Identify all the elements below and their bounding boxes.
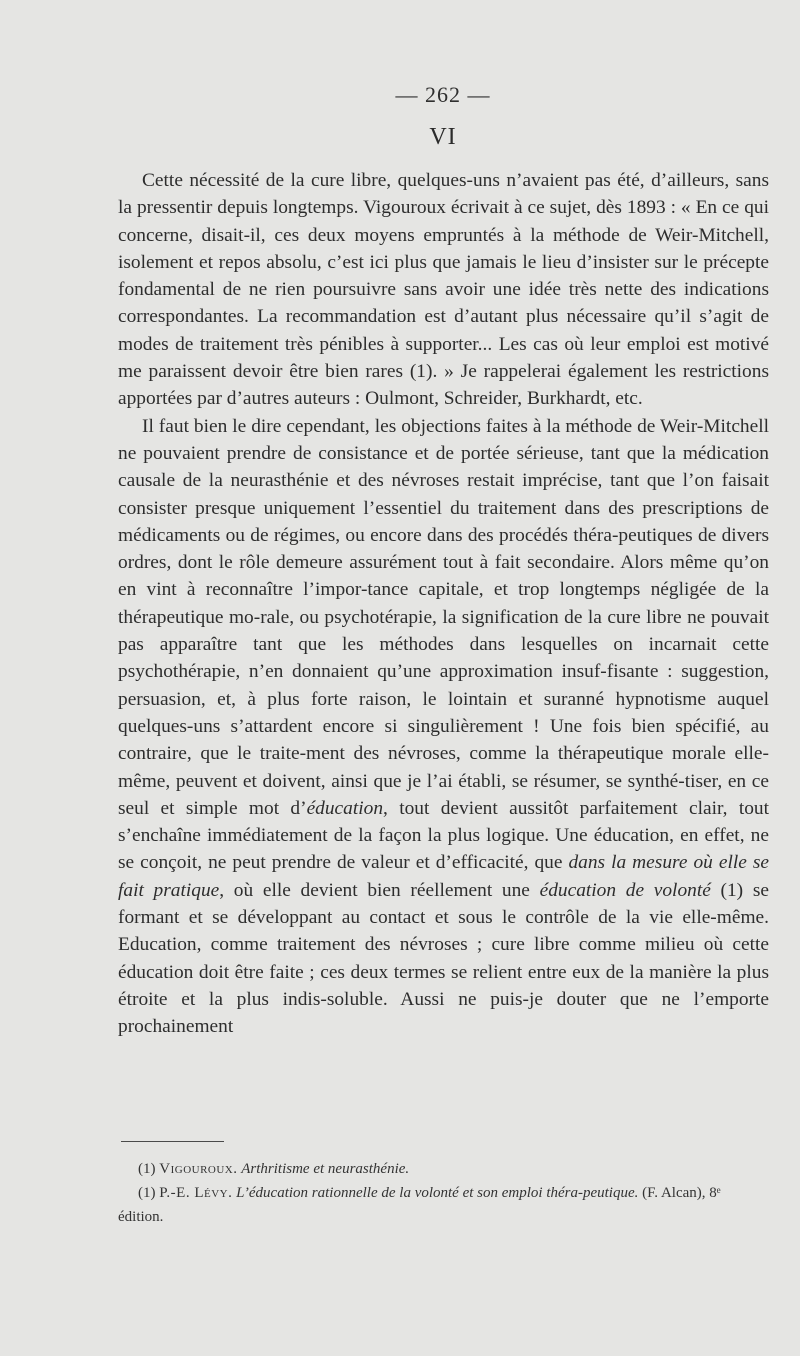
footnote-1 [118, 1157, 769, 1181]
paragraph-2-text-2: , tout devient aussitôt parfaitement clair, tout s’enchaîne immédiatement de la façon la plus logique. Une éducation, en effet, ne se conçoit, ne peut prendre de valeur et d’efficacité, que [118, 797, 769, 874]
page-number: — 262 — [395, 82, 491, 107]
footnote-divider [121, 1141, 224, 1142]
footnote-2-title: L’éducation rationnelle de la volonté et son emploi théra-peutique. [236, 1185, 639, 1201]
paragraph-1 [118, 167, 769, 413]
body-text [118, 167, 769, 1041]
footnotes [118, 1157, 769, 1229]
paragraph-2-text-3: , où elle devient bien réellement une [219, 879, 540, 901]
paragraph-2-text-1: Il faut bien le dire cependant, les objections faites à la méthode de Weir-Mitchell ne pouvaient prendre de consistance et de portée sérieuse, tant que la médication causale de la neurasthénie et des névroses restait imprécise, tant que l’on faisait consister presque uniquement l’essentiel du traitement dans des prescriptions de médicaments ou de régimes, ou encore dans des procédés théra-peutiques de divers ordres, dont le rôle demeure assurément tout à fait secondaire. Alors même qu’on en vint à reconnaître l’impor-tance capitale, et trop longtemps négligée de la thérapeutique mo-rale, ou psychotérapie, la signification de la cure libre ne pouvait pas apparaître tant que les méthodes dans lesquelles on incarnait cette psychothérapie, n’en donnaient qu’une approximation insuf-fisante : suggestion, persuasion, et, à plus forte raison, le lointain et suranné hypnotisme auquel quelques-uns s’attardent encore si singulièrement ! Une fois bien spécifié, au contraire, que le traite-ment des névroses, comme la thérapeutique morale elle-même, peuvent et doivent, ainsi que je l’ai établi, se résumer, se synthé-tiser, en ce seul et simple mot d’ [118, 415, 769, 819]
italic-mesure-pratique: dans la mesure où elle se fait pratique [118, 852, 769, 901]
footnote-1-title: Arthritisme et neurasthénie. [241, 1161, 410, 1177]
italic-education-volonte: éducation de volonté [539, 879, 711, 901]
italic-education: éducation [306, 797, 384, 819]
paragraph-1-text: Cette nécessité de la cure libre, quelques-uns n’avaient pas été, d’ailleurs, sans la pressentir depuis longtemps. Vigouroux écrivait à ce sujet, dès 1893 : « En ce qui concerne, disait-il, ces deux moyens empruntés à la méthode de Weir-Mitchell, isolement et repos absolu, c’est ici plus que jamais le lieu d’insister sur le précepte fondamental de ne rien poursuivre sans avoir une idée très nette des indications correspondantes. La recommandation est d’autant plus nécessaire qu’il s’agit de modes de traitement très pénibles à supporter... Les cas où leur emploi est motivé me paraissent devoir être bien rares (1). » Je rappelerai également les restrictions apportées par d’autres auteurs : Oulmont, Schreider, Burkhardt, etc. [118, 170, 769, 410]
paragraph-2 [118, 413, 769, 1041]
footnote-2-author: P.-E. Lévy. [159, 1185, 233, 1201]
paragraph-2-text-4: (1) se formant et se développant au contact et sous le contrôle de la vie elle-même. Education, comme traitement des névroses ; cure libre comme milieu où cette éducation doit être faite ; ces deux termes se relient entre eux de la manière la plus étroite et la plus indis-soluble. Aussi ne puis-je douter que ne l’emporte prochainement [118, 879, 769, 1038]
footnote-1-number: (1) [138, 1161, 160, 1177]
footnote-2-number: (1) [138, 1185, 160, 1201]
footnote-2-publisher: (F. Alcan), 8ᵉ édition. [118, 1185, 721, 1225]
chapter-title: VI [429, 124, 457, 150]
footnote-2 [118, 1181, 769, 1229]
footnote-1-author: Vigouroux. [159, 1161, 238, 1177]
